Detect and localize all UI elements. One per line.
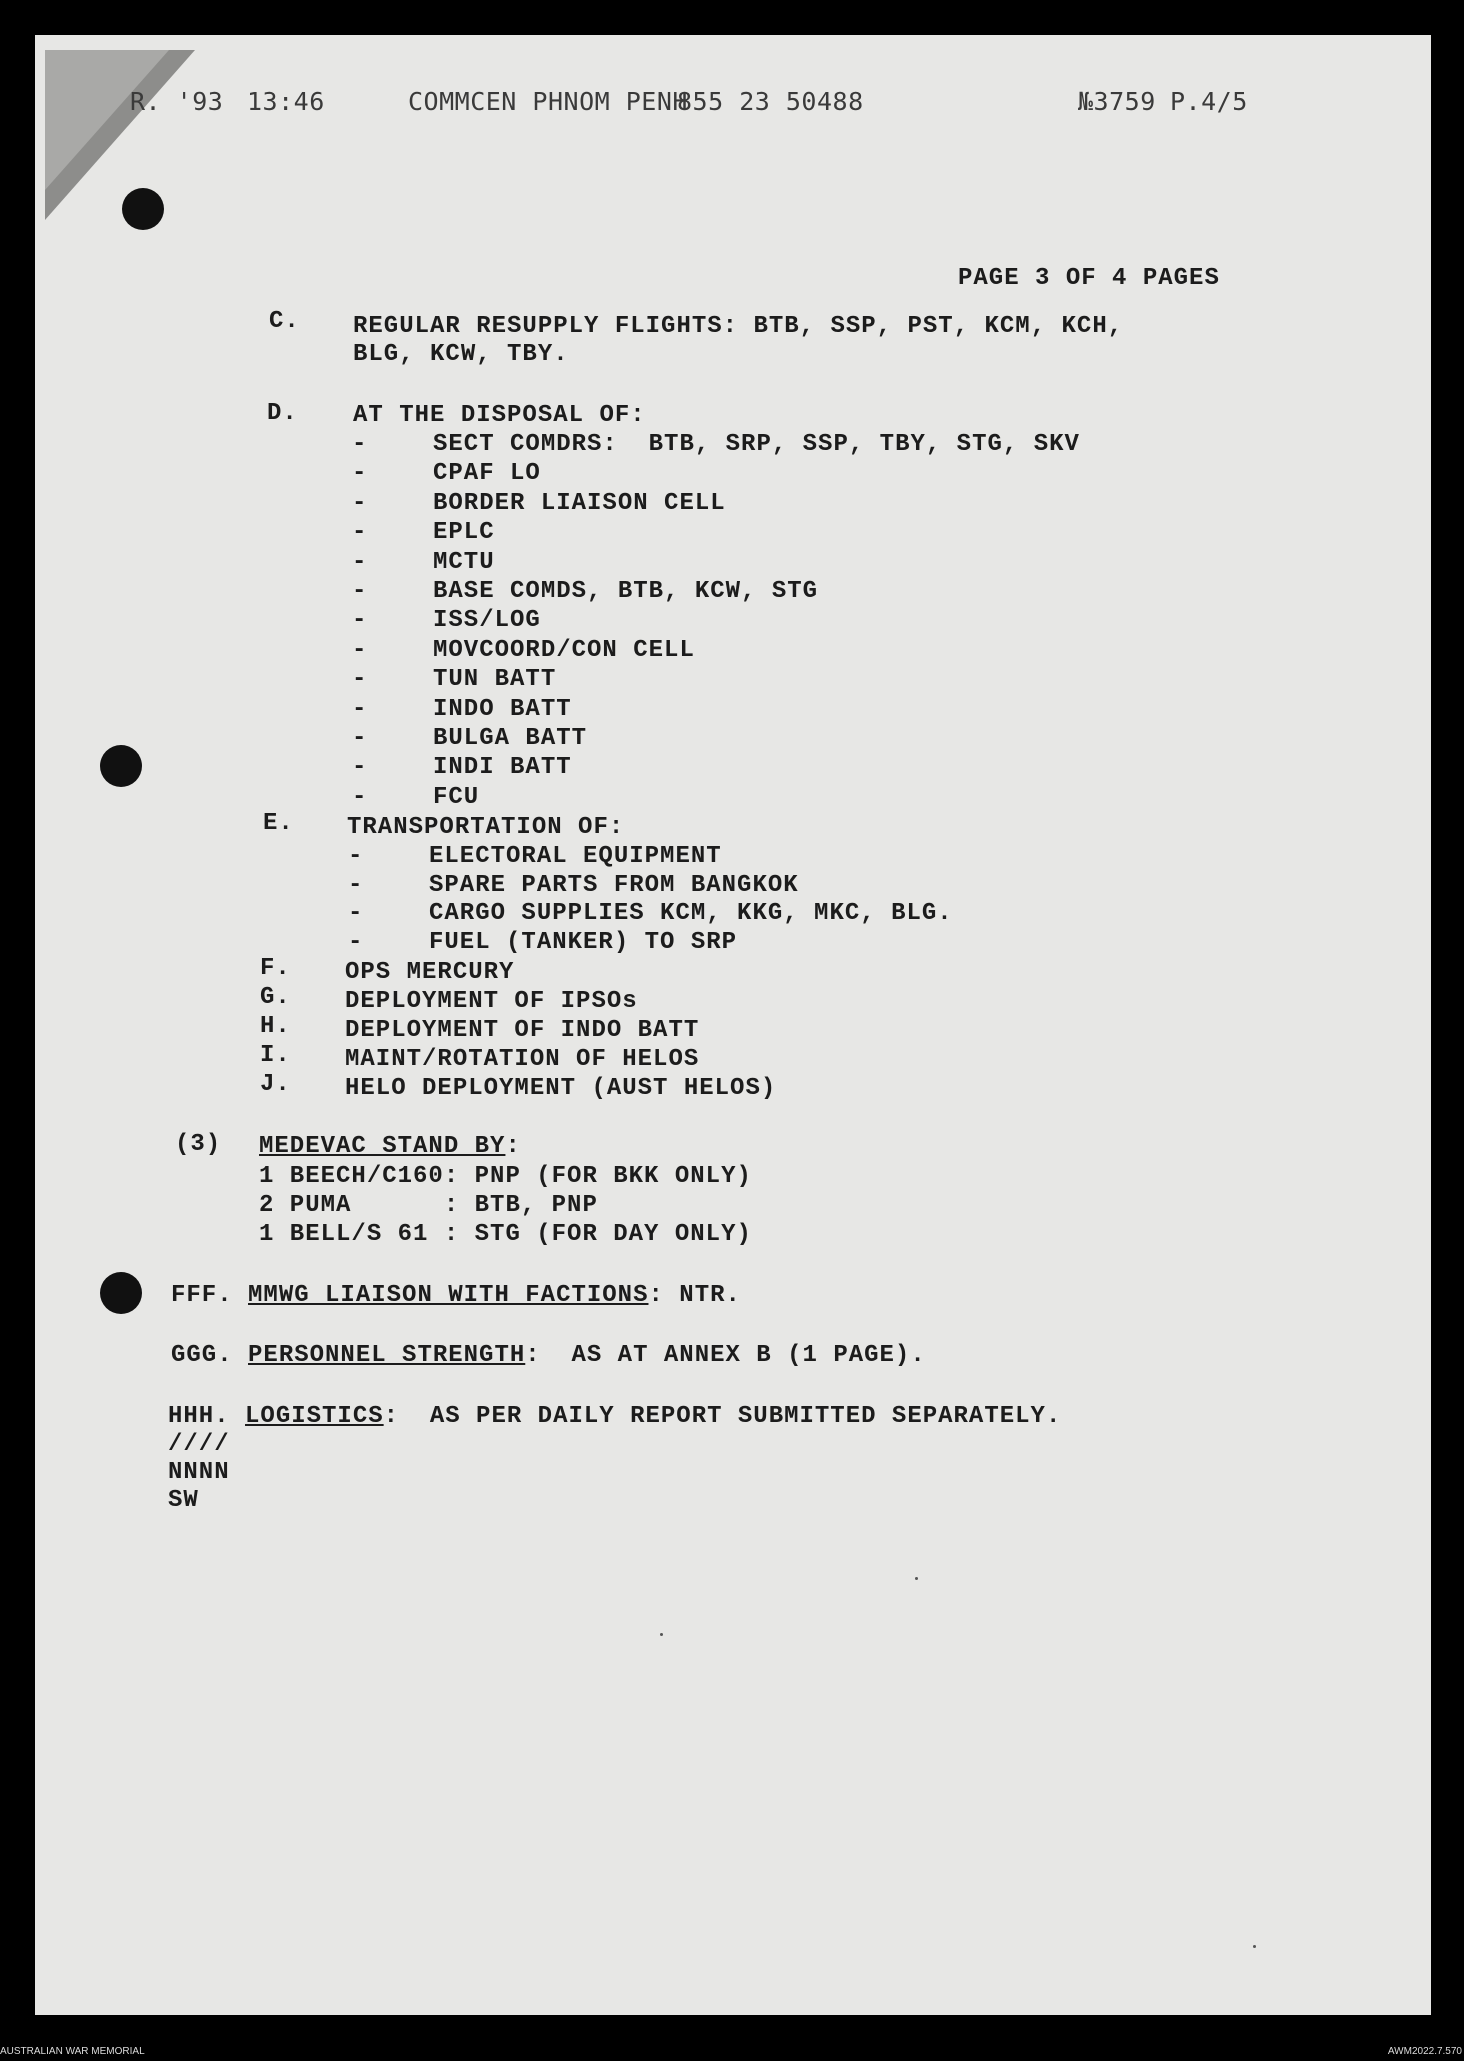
list-dash: - [352,519,368,547]
item-d-entry: BASE COMDS, BTB, KCW, STG [433,578,819,605]
fff-row [171,1282,741,1310]
item-c-line2: BLG, KCW, TBY. [353,341,569,368]
item-d-entry: CPAF LO [433,460,541,488]
medevac-heading: MEDEVAC STAND BY [259,1133,506,1160]
list-dash: - [352,725,368,752]
hhh-label: HHH. [168,1403,230,1430]
paper-speck [660,1633,663,1636]
item-d-letter: D. [267,400,298,427]
list-dash: - [352,489,368,517]
item-d-heading: AT THE DISPOSAL OF: [353,402,646,429]
list-dash: - [352,460,368,488]
punch-hole-top [122,188,164,230]
ending-sw: SW [168,1487,199,1514]
item-f-text: OPS MERCURY [345,959,515,986]
list-dash: - [352,783,368,811]
medevac-line-1: 1 BEECH/C160: PNP (FOR BKK ONLY) [259,1163,752,1190]
item-d-entry: MOVCOORD/CON CELL [433,636,695,664]
list-dash: - [348,871,364,899]
list-dash: - [352,431,368,458]
fax-header-phone: 855 23 50488 [677,87,864,116]
item-d-entry: MCTU [433,548,495,576]
list-dash: - [352,636,368,664]
fax-header-number: №3759 [1078,87,1156,116]
fax-header-station: COMMCEN PHNOM PENH [408,87,688,116]
hhh-row [168,1403,1061,1431]
list-dash: - [352,578,368,605]
hhh-text: : AS PER DAILY REPORT SUBMITTED SEPARATELY. [383,1403,1062,1430]
ggg-label: GGG. [171,1342,233,1369]
ending-slashes: //// [168,1431,230,1458]
item-i-letter: I. [260,1042,291,1069]
list-dash: - [348,929,364,957]
item-d-entry: BORDER LIAISON CELL [433,489,726,517]
ggg-text: : AS AT ANNEX B (1 PAGE). [525,1342,926,1369]
ggg-row [171,1342,926,1370]
list-dash: - [352,754,368,782]
item-d-entry: EPLC [433,519,495,547]
fff-text: : NTR. [648,1282,741,1309]
item-j-letter: J. [260,1071,291,1098]
item-h-letter: H. [260,1013,291,1040]
item-e-heading: TRANSPORTATION OF: [347,814,625,841]
item-e-entry: ELECTORAL EQUIPMENT [429,843,722,870]
medevac-heading-row [259,1133,521,1161]
list-dash: - [352,548,368,576]
fax-header-page: P.4/5 [1170,87,1248,116]
ending-nnnn: NNNN [168,1459,230,1486]
list-dash: - [352,666,368,694]
page-label: PAGE 3 OF 4 PAGES [958,265,1220,292]
item-i-text: MAINT/ROTATION OF HELOS [345,1046,700,1073]
ggg-heading: PERSONNEL STRENGTH [248,1342,526,1369]
item-d-entry: ISS/LOG [433,607,541,635]
item-e-letter: E. [263,810,294,837]
punch-hole-middle [100,745,142,787]
medevac-number: (3) [175,1131,222,1158]
item-d-entry: INDO BATT [433,695,572,723]
list-dash: - [352,607,368,635]
fff-heading: MMWG LIAISON WITH FACTIONS [248,1282,649,1309]
list-dash: - [348,900,364,928]
document-page [35,35,1431,2015]
fff-label: FFF. [171,1282,233,1309]
list-dash: - [348,843,364,870]
item-c-line1: REGULAR RESUPPLY FLIGHTS: BTB, SSP, PST, KCM, KCH, [353,313,1124,340]
item-d-entry: FCU [433,783,480,811]
item-e-entry: FUEL (TANKER) TO SRP [429,929,738,957]
item-e-entry: CARGO SUPPLIES KCM, KKG, MKC, BLG. [429,900,953,928]
fax-header-time: 13:46 [247,87,325,116]
item-d-entry: INDI BATT [433,754,572,782]
folded-corner-shade [45,50,169,190]
item-d-entry: SECT COMDRS: BTB, SRP, SSP, TBY, STG, SKV [433,431,1080,458]
list-dash: - [352,695,368,723]
paper-speck [915,1577,918,1580]
item-d-entry: TUN BATT [433,666,557,694]
item-c-letter: C. [269,308,300,335]
hhh-heading: LOGISTICS [245,1403,384,1430]
item-h-text: DEPLOYMENT OF INDO BATT [345,1017,700,1044]
item-g-text: DEPLOYMENT OF IPSOs [345,988,638,1015]
item-e-entry: SPARE PARTS FROM BANGKOK [429,871,799,899]
punch-hole-bottom [100,1272,142,1314]
item-f-letter: F. [260,955,291,982]
medevac-colon: : [505,1133,521,1160]
item-g-letter: G. [260,984,291,1011]
medevac-line-2: 2 PUMA : BTB, PNP [259,1192,598,1219]
footer-left: AUSTRALIAN WAR MEMORIAL [0,2046,145,2057]
paper-speck [1253,1945,1256,1948]
fax-header-date: R. '93 [130,87,224,116]
medevac-line-3: 1 BELL/S 61 : STG (FOR DAY ONLY) [259,1221,752,1248]
item-j-text: HELO DEPLOYMENT (AUST HELOS) [345,1075,777,1102]
footer-right: AWM2022.7.570 [1387,2046,1462,2057]
item-d-entry: BULGA BATT [433,725,588,752]
